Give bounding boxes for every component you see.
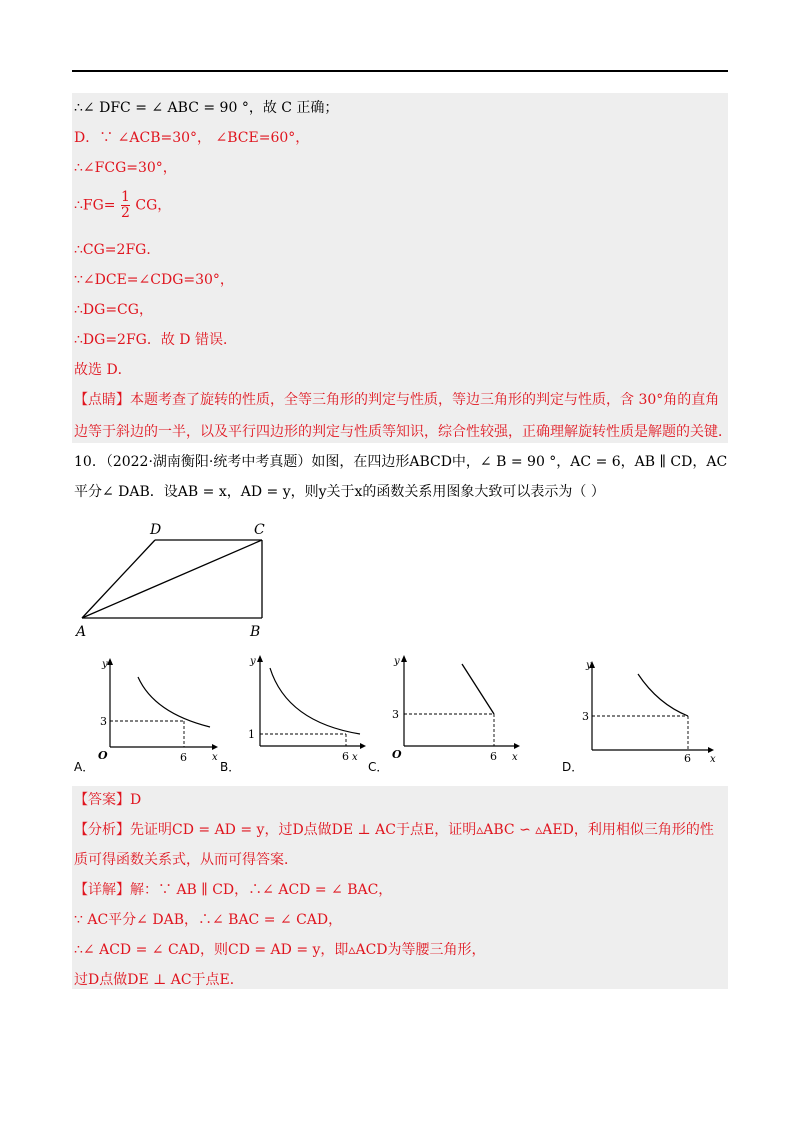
side-ad <box>82 540 155 618</box>
option-a-graph <box>92 655 222 765</box>
x-axis-label: x <box>212 752 218 763</box>
x-arrow-icon <box>212 744 218 750</box>
detail-line: ∵ AC平分∠ DAB，∴∠ BAC = ∠ CAD， <box>74 912 343 928</box>
fraction-numerator: 1 <box>121 189 130 205</box>
solution-line <box>74 98 338 118</box>
y-mark: 3 <box>100 715 107 728</box>
x-mark: 6 <box>342 750 349 763</box>
solution-line-suffix: CG， <box>135 197 172 214</box>
origin-label: O <box>392 748 402 761</box>
option-b-label: B． <box>220 760 241 774</box>
x-mark: 6 <box>180 751 187 764</box>
x-axis-label: x <box>512 752 518 763</box>
vertex-label-b: B <box>250 624 261 640</box>
comment-line: 【点睛】本题考查了旋转的性质，全等三角形的判定与性质，等边三角形的判定与性质，含 30°角的直角 <box>74 392 720 408</box>
quadrilateral-figure <box>70 518 280 643</box>
question-line: 平分∠ DAB．设AB = x，AD = y，则y关于x的函数关系用图象大致可以表示为（ ） <box>74 484 605 500</box>
solution-line: D．∵ ∠ACB=30°， ∠BCE=60°， <box>74 130 310 146</box>
solution-line: ∴∠FCG=30°， <box>74 160 177 176</box>
y-axis-label: y <box>586 660 592 671</box>
solution-line: 故选 D． <box>74 362 132 378</box>
solution-line: ∴DG=CG， <box>74 302 153 318</box>
vertex-label-a: A <box>76 624 87 640</box>
y-axis-label: y <box>250 656 256 667</box>
x-arrow-icon <box>708 747 714 753</box>
solution-line-text: ∴∠ DFC = ∠ ABC = 90 °，故 C 正确； <box>74 100 339 116</box>
y-arrow-icon <box>401 655 407 662</box>
solution-line: ∴DG=2FG．故 D 错误． <box>74 332 237 348</box>
option-a-label: A． <box>74 760 95 774</box>
x-axis-label: x <box>710 754 716 765</box>
vertex-label-d: D <box>150 522 162 538</box>
option-c-graph <box>388 650 528 762</box>
solution-fraction-line <box>74 190 171 221</box>
y-arrow-icon <box>107 658 113 665</box>
header-rule <box>72 70 728 72</box>
answer-line: 【答案】D <box>74 792 142 808</box>
question-line: 10．（2022·湖南衡阳·统考中考真题）如图，在四边形ABCD中，∠ B = 90 °，AC = 6，AB ∥ CD，AC <box>74 454 728 470</box>
detail-line: ∴∠ ACD = ∠ CAD，则CD = AD = y，即▵ACD为等腰三角形， <box>74 942 486 958</box>
option-d-graph <box>578 658 724 768</box>
vertex-label-c: C <box>254 522 265 538</box>
diagonal-ac <box>82 540 262 618</box>
y-mark: 3 <box>392 708 399 721</box>
x-axis-label: x <box>352 752 358 763</box>
y-arrow-icon <box>257 655 263 662</box>
graph-curve <box>270 668 360 734</box>
x-mark: 6 <box>490 750 497 763</box>
solution-line: ∴CG=2FG． <box>74 242 161 258</box>
option-d-label: D． <box>562 760 584 774</box>
graph-line <box>462 664 494 714</box>
graph-curve <box>138 677 210 727</box>
solution-line: ∵∠DCE=∠CDG=30°， <box>74 272 234 288</box>
fraction-denominator: 2 <box>121 205 130 221</box>
graph-curve <box>638 674 688 716</box>
y-axis-label: y <box>102 659 108 670</box>
analysis-line: 【分析】先证明CD = AD = y，过D点做DE ⊥ AC于点E，证明▵ABC ∽ ▵AED，利用相似三角形的性 <box>74 822 714 838</box>
y-mark: 1 <box>248 728 255 741</box>
solution-line-prefix: ∴FG= <box>74 197 116 214</box>
comment-line: 边等于斜边的一半，以及平行四边形的判定与性质等知识，综合性较强，正确理解旋转性质是解题的关键． <box>74 424 732 440</box>
fraction <box>121 190 130 221</box>
y-axis-label: y <box>394 656 400 667</box>
analysis-line: 质可得函数关系式，从而可得答案． <box>74 852 298 868</box>
x-arrow-icon <box>360 743 366 749</box>
x-mark: 6 <box>684 752 691 765</box>
detail-line: 过D点做DE ⊥ AC于点E． <box>74 972 244 988</box>
detail-line: 【详解】解：∵ AB ∥ CD，∴∠ ACD = ∠ BAC， <box>74 882 393 898</box>
option-b-graph <box>242 650 372 763</box>
option-c-label: C． <box>368 760 389 774</box>
y-mark: 3 <box>582 710 589 723</box>
x-arrow-icon <box>514 743 520 749</box>
origin-label: O <box>98 749 108 762</box>
